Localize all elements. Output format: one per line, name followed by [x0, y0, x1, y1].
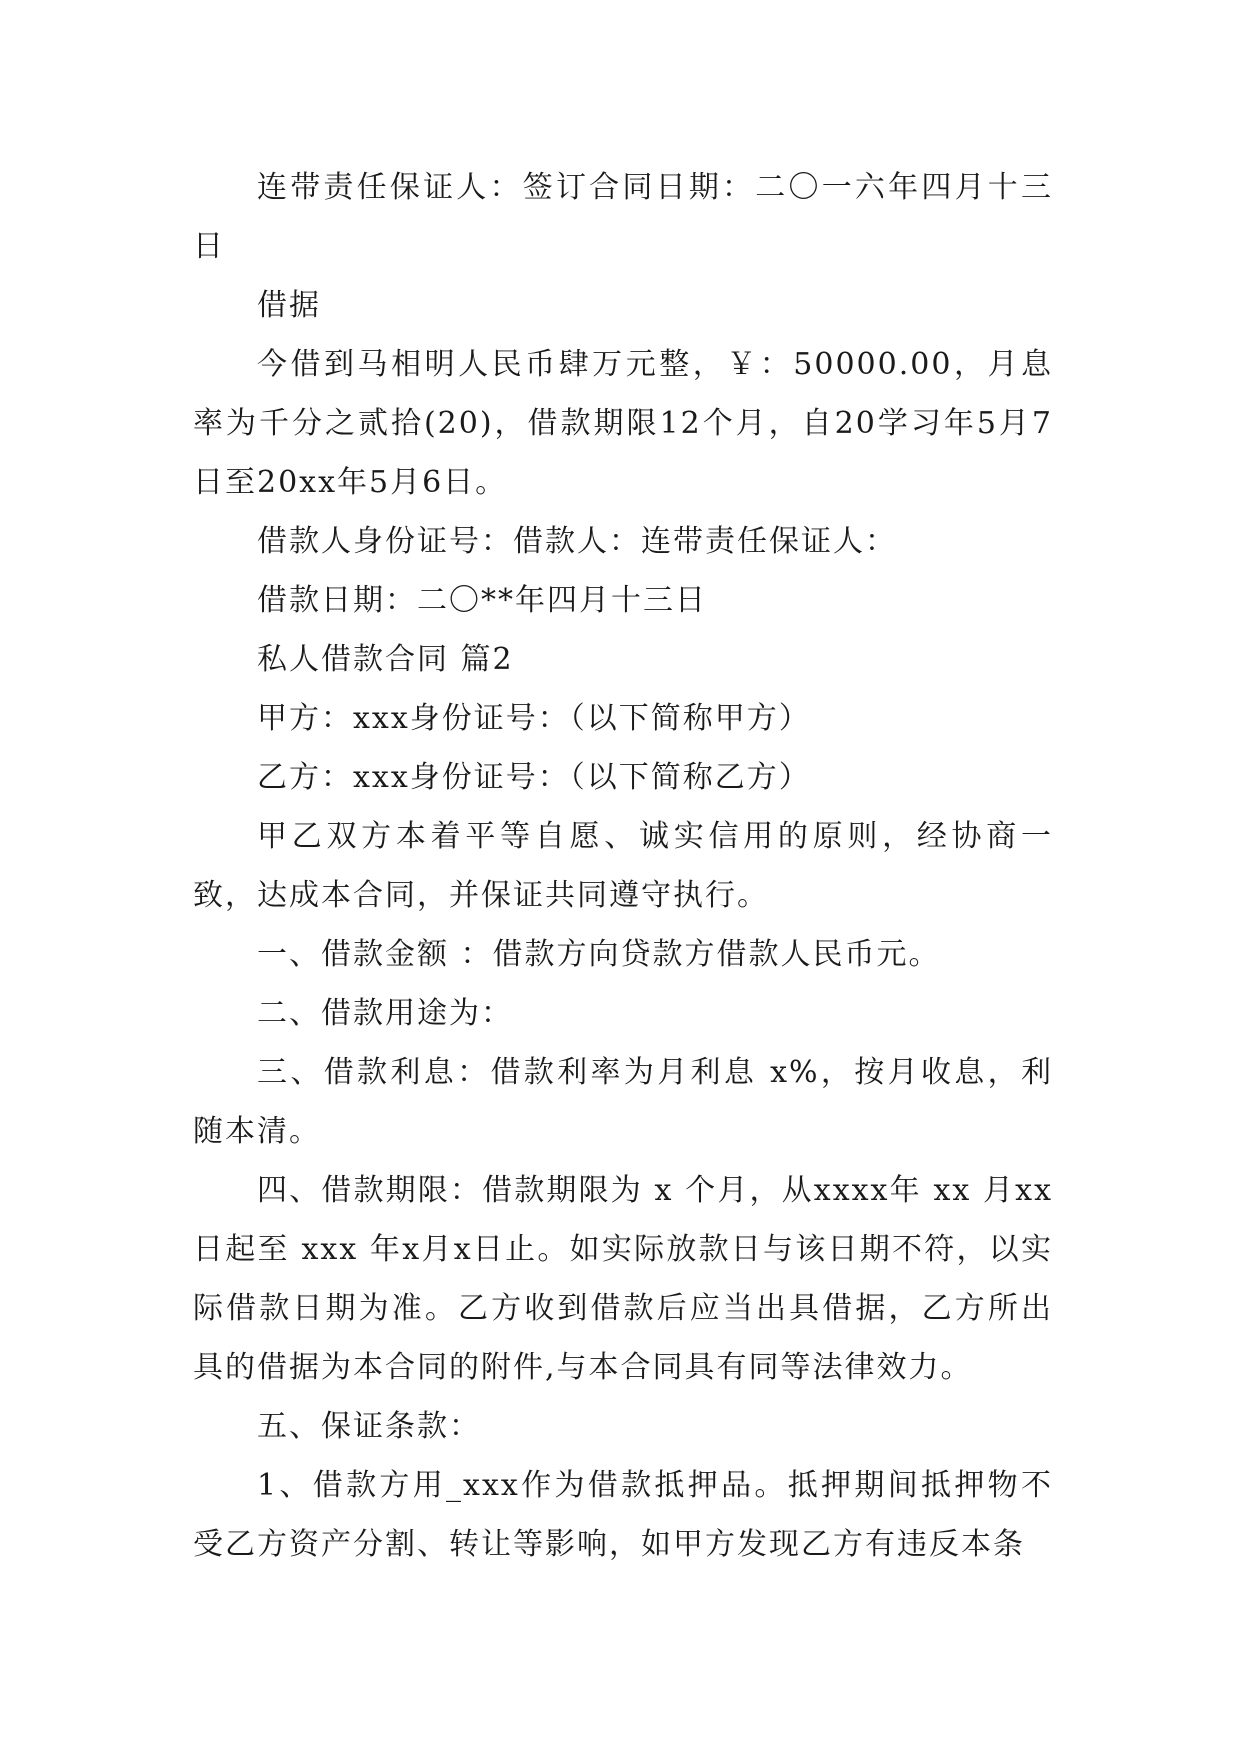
paragraph-clause-purpose: 二、借款用途为：	[257, 996, 513, 1031]
paragraph-clause-collateral: 1、借款方用_xxx作为借款抵押品。抵押期间抵押物不受乙方资产分割、转让等影响，如甲方发现乙方有违反本条	[193, 1468, 1053, 1562]
paragraph-contract-title: 私人借款合同 篇2	[257, 642, 514, 677]
paragraph-party-a: 甲方：xxx身份证号：（以下简称甲方）	[257, 701, 811, 736]
paragraph-guarantor-signing-date: 连带责任保证人：签订合同日期：二〇一六年四月十三日	[193, 170, 1053, 264]
paragraph-party-b: 乙方：xxx身份证号：（以下简称乙方）	[257, 760, 811, 795]
paragraph-clause-guarantee: 五、保证条款：	[257, 1409, 481, 1444]
paragraph-iou-title: 借据	[257, 288, 321, 323]
paragraph-preamble: 甲乙双方本着平等自愿、诚实信用的原则，经协商一致，达成本合同，并保证共同遵守执行。	[193, 819, 1053, 913]
paragraph-loan-date: 借款日期：二〇**年四月十三日	[257, 583, 707, 618]
document-body	[193, 158, 1053, 1574]
paragraph-borrower-signatures: 借款人身份证号：借款人：连带责任保证人：	[257, 524, 897, 559]
paragraph-clause-interest: 三、借款利息：借款利率为月利息 x%，按月收息，利随本清。	[193, 1055, 1053, 1149]
paragraph-clause-amount: 一、借款金额 ：借款方向贷款方借款人民币元。	[257, 937, 941, 972]
paragraph-clause-term: 四、借款期限：借款期限为 x 个月，从xxxx年 xx 月xx日起至 xxx 年x月x日止。如实际放款日与该日期不符，以实际借款日期为准。乙方收到借款后应当出具借据，乙方所出具的借据为本合同的附件,与本合同具有同等法律效力。	[193, 1173, 1053, 1385]
paragraph-iou-body: 今借到马相明人民币肆万元整，￥：50000.00，月息率为千分之贰拾(20)，借款期限12个月，自20学习年5月7日至20xx年5月6日。	[193, 347, 1053, 500]
